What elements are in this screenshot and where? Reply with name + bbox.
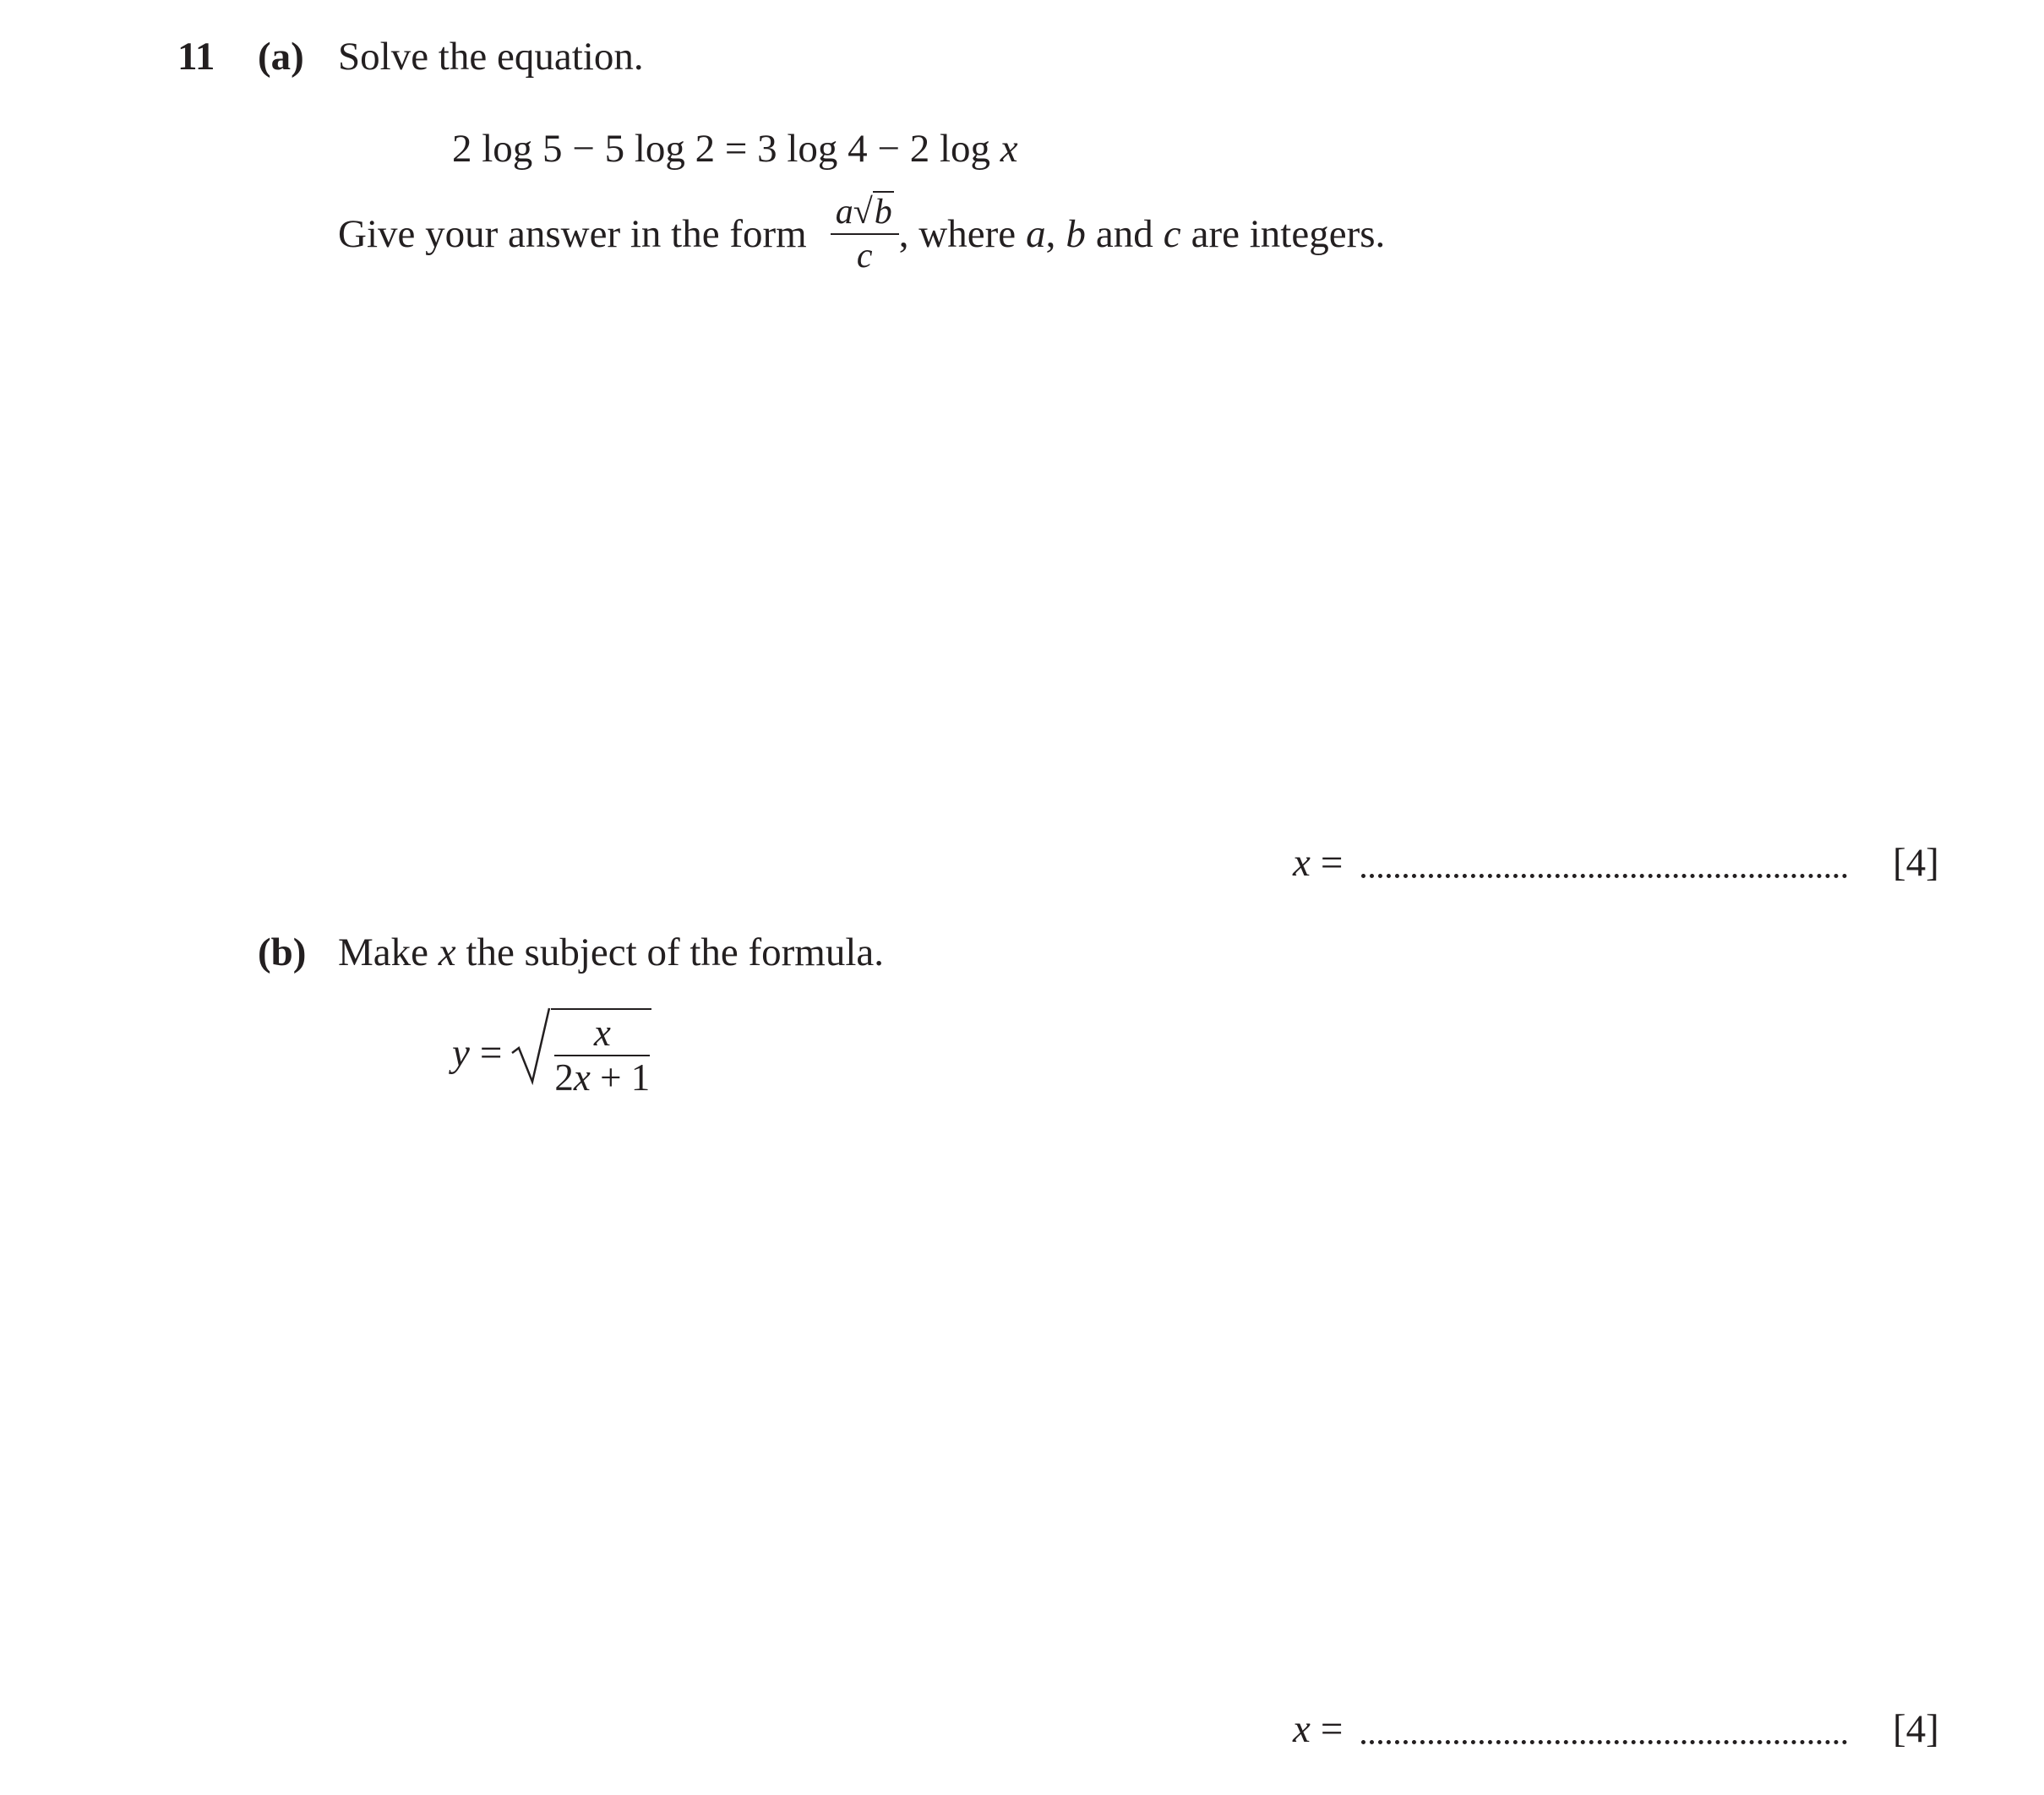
instruction-variable: x bbox=[438, 930, 456, 974]
answer-form-fraction bbox=[831, 193, 899, 276]
part-a-answer-line bbox=[1293, 843, 1847, 883]
root-symbol: √ bbox=[853, 193, 873, 232]
fraction-numerator bbox=[831, 193, 899, 235]
answer-variable: x bbox=[1293, 841, 1311, 885]
var-b: b bbox=[1066, 211, 1086, 256]
instruction-make: Make bbox=[338, 930, 429, 974]
part-b-label: (b) bbox=[258, 930, 307, 974]
answer-equals: = bbox=[1320, 841, 1344, 885]
radicand-fraction bbox=[554, 1013, 650, 1099]
var-a: a bbox=[1026, 211, 1046, 256]
sep-1: , bbox=[1045, 211, 1056, 256]
square-root bbox=[510, 1006, 651, 1100]
answer-equals: = bbox=[1320, 1707, 1344, 1751]
radicand-denominator bbox=[554, 1056, 650, 1098]
question-number: 11 bbox=[177, 35, 215, 79]
form-prefix: Give your answer in the form bbox=[338, 211, 807, 256]
den-variable: x bbox=[573, 1056, 591, 1099]
answer-blank[interactable] bbox=[1361, 874, 1847, 878]
and-word: and bbox=[1095, 211, 1153, 256]
answer-variable: x bbox=[1293, 1707, 1311, 1751]
part-a-equation bbox=[452, 129, 1018, 169]
var-c: c bbox=[1163, 211, 1181, 256]
form-suffix-2: are integers. bbox=[1191, 211, 1386, 256]
radicand bbox=[551, 1008, 651, 1100]
den-constant: + 1 bbox=[600, 1056, 651, 1099]
formula-equals: = bbox=[479, 1031, 503, 1076]
part-a-marks: [4] bbox=[1893, 841, 1939, 885]
part-a-instruction: Solve the equation. bbox=[338, 35, 644, 79]
part-b-marks: [4] bbox=[1893, 1707, 1939, 1751]
fraction-denominator: c bbox=[856, 237, 873, 276]
numerator-b: b bbox=[874, 193, 892, 232]
formula-lhs: y bbox=[452, 1031, 470, 1076]
part-b-answer-line bbox=[1293, 1707, 1847, 1751]
instruction-rest: the subject of the formula. bbox=[466, 930, 885, 974]
answer-blank[interactable] bbox=[1361, 1740, 1847, 1744]
part-a-label: (a) bbox=[258, 35, 304, 79]
radicand-numerator: x bbox=[554, 1013, 650, 1056]
equation-terms: 2 log 5 − 5 log 2 = 3 log 4 − 2 log bbox=[452, 127, 991, 171]
part-b-instruction bbox=[338, 930, 885, 974]
numerator-a: a bbox=[835, 193, 853, 232]
answer-form-sentence bbox=[338, 193, 1385, 276]
den-coefficient: 2 bbox=[554, 1056, 574, 1099]
radical-icon bbox=[510, 1006, 551, 1085]
part-b-formula bbox=[452, 1006, 651, 1100]
equation-variable: x bbox=[1000, 127, 1018, 171]
form-suffix-1: , where bbox=[898, 211, 1017, 256]
